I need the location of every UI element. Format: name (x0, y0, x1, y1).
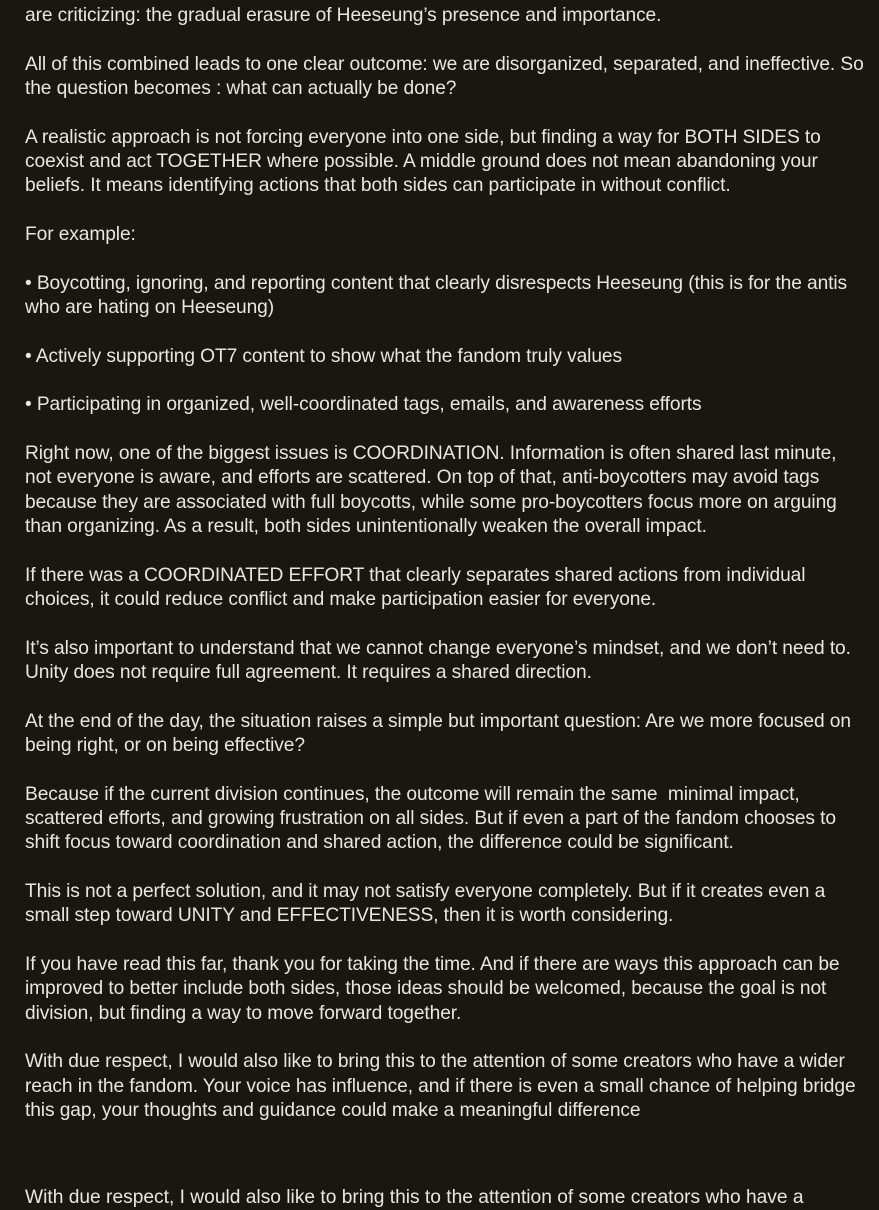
paragraph: If you have read this far, thank you for taking the time. And if there are ways this approach can be improved to better include both sides, those ideas should be welcomed, because the goal is not division, but finding a way to move forward together. (25, 954, 845, 1024)
bullet-item: • Boycotting, ignoring, and reporting content that clearly disrespects Heeseung (this is for the antis who are hating on Heeseung) (25, 272, 853, 318)
paragraph: With due respect, I would also like to bring this to the attention of some creators who have a wider reach in the fandom. Your voice has influence, and if there is even a small chance of helping bridge this gap, your thoughts and guidance could make a meaningful difference (25, 1051, 861, 1122)
paragraph: It’s also important to understand that we cannot change everyone’s mindset, and we don’t need to. Unity does not require full agreement. It requires a shared direction. (25, 637, 857, 683)
paragraph: Right now, one of the biggest issues is COORDINATION. Information is often shared last minute, not everyone is aware, and efforts are scattered. On top of that, anti-boycotters may avoid tags because they are associated with full boycotts, while some pro-boycotters focus more on arguing than organizing. As a result, both sides unintentionally weaken the overall impact. (25, 442, 842, 537)
paragraph: If there was a COORDINATED EFFORT that clearly separates shared actions from individual choices, it could reduce conflict and make participation easier for everyone. (25, 564, 811, 610)
paragraph: All of this combined leads to one clear outcome: we are disorganized, separated, and ineffective. So the question becomes : what can actually be done? (25, 53, 869, 99)
bullet-item: • Actively supporting OT7 content to show what the fandom truly values (25, 345, 622, 367)
paragraph: This is not a perfect solution, and it may not satisfy everyone completely. But if it creates even a small step toward UNITY and EFFECTIVENESS, then it is worth considering. (25, 881, 831, 927)
bullet-item: • Participating in organized, well-coordinated tags, emails, and awareness efforts (25, 394, 702, 416)
paragraph: Because if the current division continues, the outcome will remain the same minimal impact, scattered efforts, and growing frustration on all sides. But if even a part of the fandom chooses to shift focus toward coordination and shared action, the difference could be significant. (25, 783, 842, 854)
paragraph: At the end of the day, the situation raises a simple but important question: Are we more focused on being right, or on being effective? (25, 710, 857, 756)
document-body (25, 4, 869, 1148)
paragraph: are criticizing: the gradual erasure of Heeseung’s presence and importance. (25, 5, 662, 26)
cut-off-line: With due respect, I would also like to bring this to the attention of some creators who have a (25, 1187, 804, 1208)
paragraph: For example: (25, 224, 136, 245)
paragraph: A realistic approach is not forcing everyone into one side, but finding a way for BOTH SIDES to coexist and act TOGETHER where possible. A middle ground does not mean abandoning your beliefs. It means identifying actions that both sides can participate in without conflict. (25, 126, 826, 197)
